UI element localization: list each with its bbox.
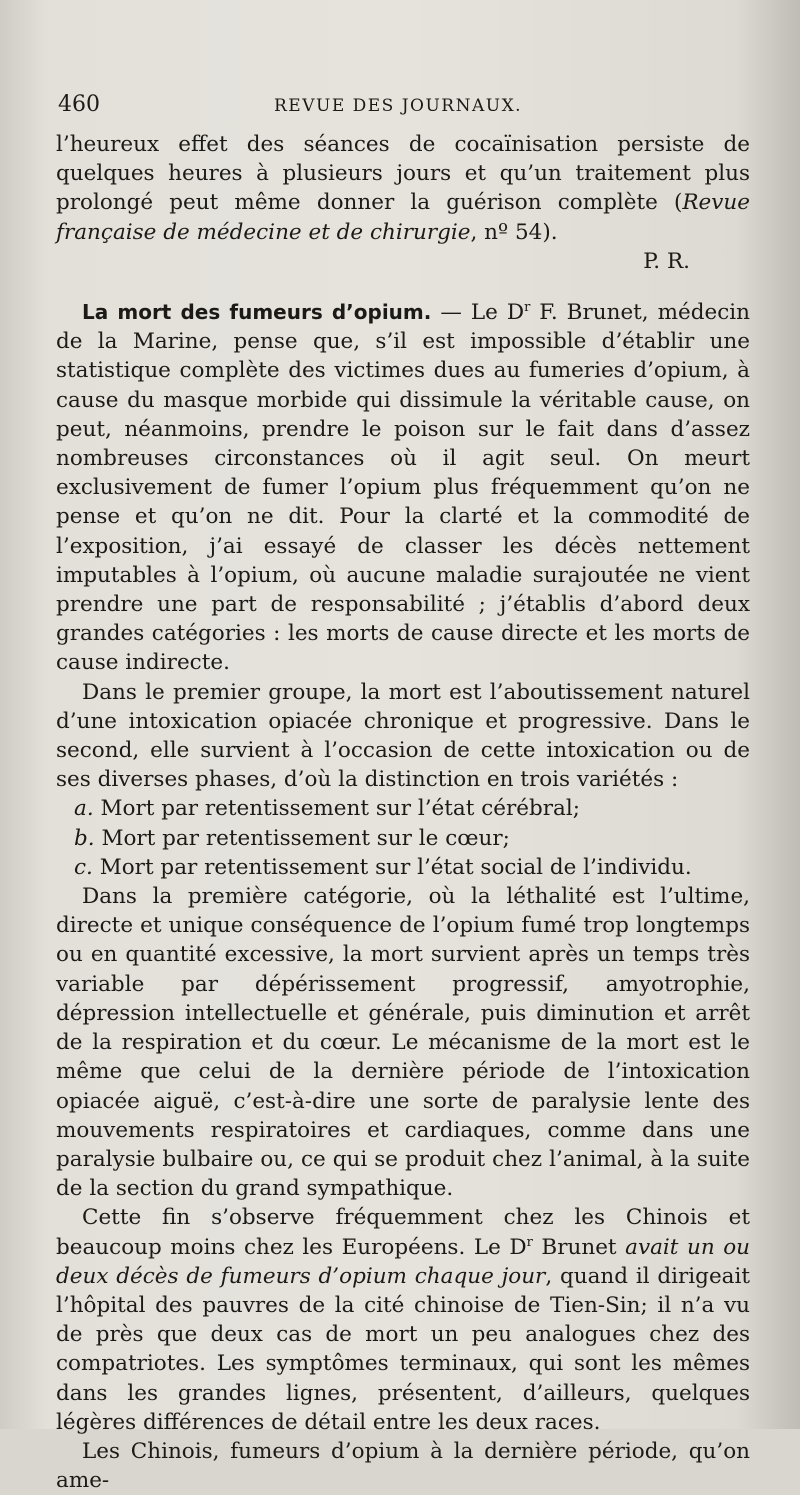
signature-line [56,247,750,276]
list-text: Mort par retentissement sur l’état social de l’individu. [92,854,692,880]
paragraph-2: Dans le premier groupe, la mort est l’aboutissement naturel d’une intoxication opiacée chronique et progressive. Dans le second, elle survient à l’occasion de cette intoxication ou de ses diverses phases, d’où la distinction en trois variétés : [56,679,750,793]
signature: P. R. [643,248,690,274]
paragraph-3: Dans la première catégorie, où la léthalité est l’ultime, directe et unique conséquence de l’opium fumé trop longtemps ou en quantité excessive, la mort survient après un temps très variable par dépérissement progressif, amyotrophie, dépression intellectuelle et générale, puis diminution et arrêt de la respiration et du cœur. Le mécanisme de la mort est le même que celui de la dernière période de l’intoxication opiacée aiguë, c’est-à-dire une sorte de paralysie lente des mouvements respiratoires et cardiaques, comme dans une paralysie bulbaire ou, ce qui se produit chez l’animal, à la suite de la section du grand sympathique. [56,884,750,1202]
list-text: Mort par retentissement sur le cœur; [94,825,510,851]
intro-text-a: — Le D [431,300,525,326]
list-letter: a. [74,796,94,822]
citation: Revue française de médecine et de chirurgie [56,190,750,245]
para4-text-a: Cette fin s’observe fréquemment chez les Chinois et beaucoup moins chez les Européens. Le D [56,1205,750,1260]
list-item-b [56,824,750,853]
list-letter: b. [74,825,95,851]
running-head: REVUE DES JOURNAUX. [274,96,523,116]
list-item-c [56,853,750,882]
prev-text: l’heureux effet des séances de cocaïnisation persiste de quelques heures à plusieurs jours et qu’un traitement plus prolongé peut même donner la guérison complète ( [56,132,750,216]
para4-text-c: , quand il dirigeait l’hôpital des pauvres de la cité chinoise de Tien-Sin; il n’a vu de près que deux cas de mort un peu analogues chez des compatriotes. Les symptômes terminaux, qui sont les mêmes dans les grandes lignes, présentent, d’ailleurs, quelques légères différences de détail entre les deux races. [56,1263,751,1435]
intro-text-b: F. Brunet, médecin de la Marine, pense que, s’il est impossible d’établir une statistique complète des victimes dues au fumeries d’opium, à cause du masque morbide qui dissimule la véritable cause, on peut, néanmoins, prendre le poison sur le fait dans d’assez nombreuses circonstances où il agit seul. On meurt exclusivement de fumer l’opium plus fréquemment qu’on ne pense et qu’on ne dit. Pour la clarté et la commodité de l’exposition, j’ai essayé de classer les décès nettement imputables à l’opium, où aucune maladie surajoutée ne vient prendre une part de responsabilité ; j’établis d’abord deux grandes catégories : les morts de cause directe et les morts de cause indirecte. [56,300,750,676]
dr-superscript: r [526,1234,533,1250]
page-header [56,88,750,130]
article-title: La mort des fumeurs d’opium. [82,300,432,325]
para4-text-b: Brunet [532,1234,626,1260]
previous-article-ending [56,130,750,247]
paragraph-5: Les Chinois, fumeurs d’opium à la dernière période, qu’on ame- [56,1438,750,1494]
page-number: 460 [58,92,100,117]
list-item-a [56,794,750,823]
article-intro [56,298,750,678]
dr-superscript: r [524,299,531,315]
list-letter: c. [74,854,93,880]
paragraph-4 [56,1203,750,1437]
prev-text-end: , nº 54). [470,219,558,245]
list-text: Mort par retentissement sur l’état cérébral; [93,796,580,822]
para4-italic: avait un ou deux décès de fumeurs d’opium chaque jour [56,1234,751,1289]
